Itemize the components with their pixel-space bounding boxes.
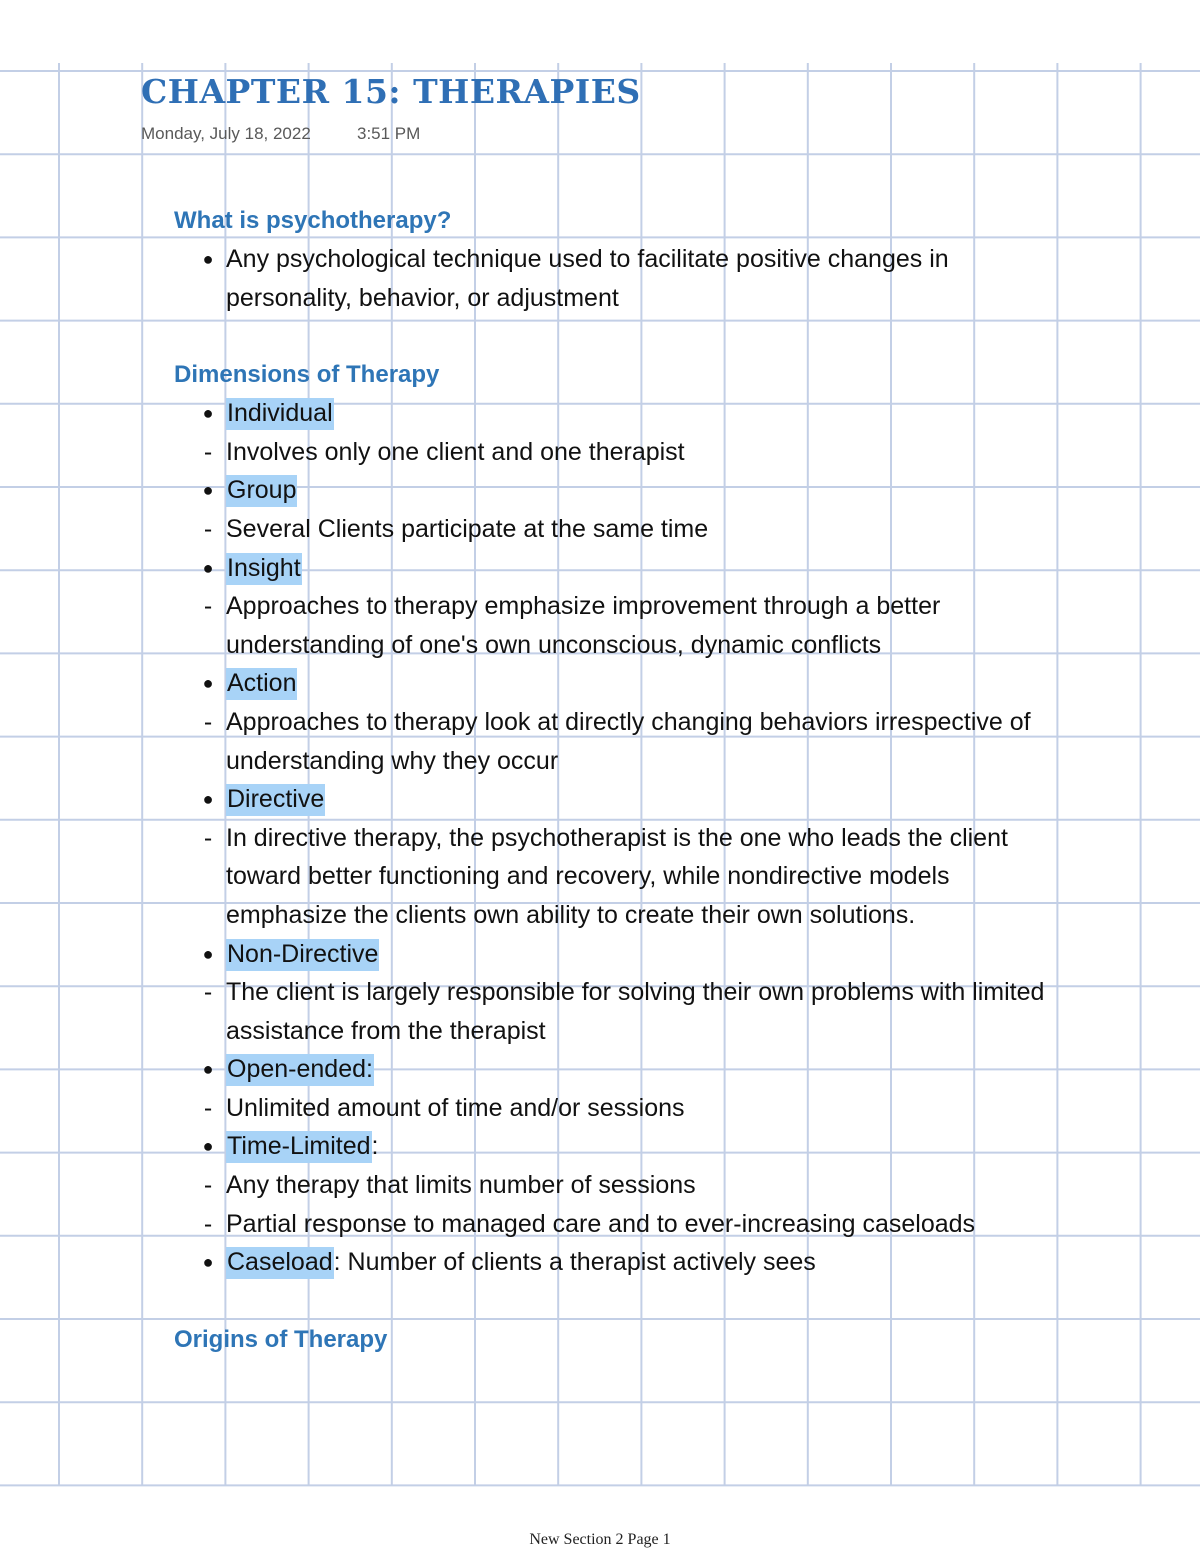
bullet-icon: ● [202,249,214,269]
dash-icon: - [203,1093,213,1122]
note-content [174,202,1054,1359]
highlighted-term: Group [226,475,297,507]
bullet-icon: ● [202,403,214,424]
item-text: Approaches to therapy emphasize improvement through a better understanding of one's own unconscious, dynamic conflicts [226,592,941,659]
highlighted-term: Action [226,668,297,700]
list-item [174,664,1054,703]
list-item [174,1205,1054,1244]
dash-icon: - [203,823,213,852]
list-item [174,394,1054,433]
bullet-icon: ● [202,1252,214,1273]
bullet-icon: ● [202,673,214,694]
dash-icon: - [203,437,213,466]
page-title: CHAPTER 15: THERAPIES [141,72,641,111]
item-text: Any therapy that limits number of sessions [226,1171,696,1200]
item-text: The client is largely responsible for solving their own problems with limited assistance from the therapist [226,978,1045,1045]
bullet-icon: ● [202,1136,214,1157]
highlighted-term: Individual [226,398,334,430]
highlighted-term: Insight [226,553,302,585]
list-item [174,510,1054,549]
highlighted-term: Caseload [226,1247,334,1279]
item-text: Approaches to therapy look at directly changing behaviors irrespective of understanding why they occur [226,707,1031,775]
section-heading-dimensions: Dimensions of Therapy [174,361,440,389]
dash-icon: - [203,707,213,736]
list-item [174,819,1054,935]
item-text: Several Clients participate at the same time [226,514,709,543]
spacer [174,317,1054,356]
highlighted-term: Non-Directive [226,939,379,971]
page-date: Monday, July 18, 2022 [141,124,311,143]
page-footer: New Section 2 Page 1 [529,1531,671,1548]
list-item [174,587,1054,664]
list-item [174,935,1054,974]
highlighted-term: Time-Limited [226,1131,372,1163]
item-text: Partial response to managed care and to ever-increasing caseloads [226,1209,976,1238]
dash-icon: - [203,1171,213,1200]
list-item [174,703,1054,780]
section-heading-origins: Origins of Therapy [174,1325,388,1353]
list-item [174,1127,1054,1166]
list-item [174,1166,1054,1205]
highlighted-term: Directive [226,784,325,816]
list-item [174,471,1054,510]
list-item [174,780,1054,819]
list-item [174,549,1054,588]
dash-icon: - [203,592,213,621]
bullet-icon: ● [202,943,214,964]
list-item [174,433,1054,472]
list-item [174,1089,1054,1128]
item-text: Any psychological technique used to facilitate positive changes in personality, behavior, or adjustment [226,245,949,312]
spacer [174,1282,1054,1321]
dash-icon: - [203,978,213,1007]
item-text: In directive therapy, the psychotherapist is the one who leads the client toward better functioning and recovery, while nondirective models emphasize the clients own ability to create their own solutions. [226,823,1008,929]
highlighted-term: Open-ended: [226,1054,374,1086]
item-text: : [371,1132,379,1161]
page-time: 3:51 PM [357,124,421,143]
dash-icon: - [203,514,213,543]
bullet-icon: ● [202,480,214,501]
dash-icon: - [203,1209,213,1238]
item-text: Involves only one client and one therapist [226,437,685,466]
list-item [174,240,1054,317]
bullet-icon: ● [202,557,214,578]
list-item [174,1050,1054,1089]
item-text: : Number of clients a therapist actively sees [333,1248,816,1277]
section-heading-psychotherapy: What is psychotherapy? [174,207,452,234]
list-item [174,1243,1054,1282]
bullet-icon: ● [202,1059,214,1080]
list-item [174,973,1054,1050]
bullet-icon: ● [202,789,214,810]
item-text: Unlimited amount of time and/or sessions [226,1093,685,1122]
